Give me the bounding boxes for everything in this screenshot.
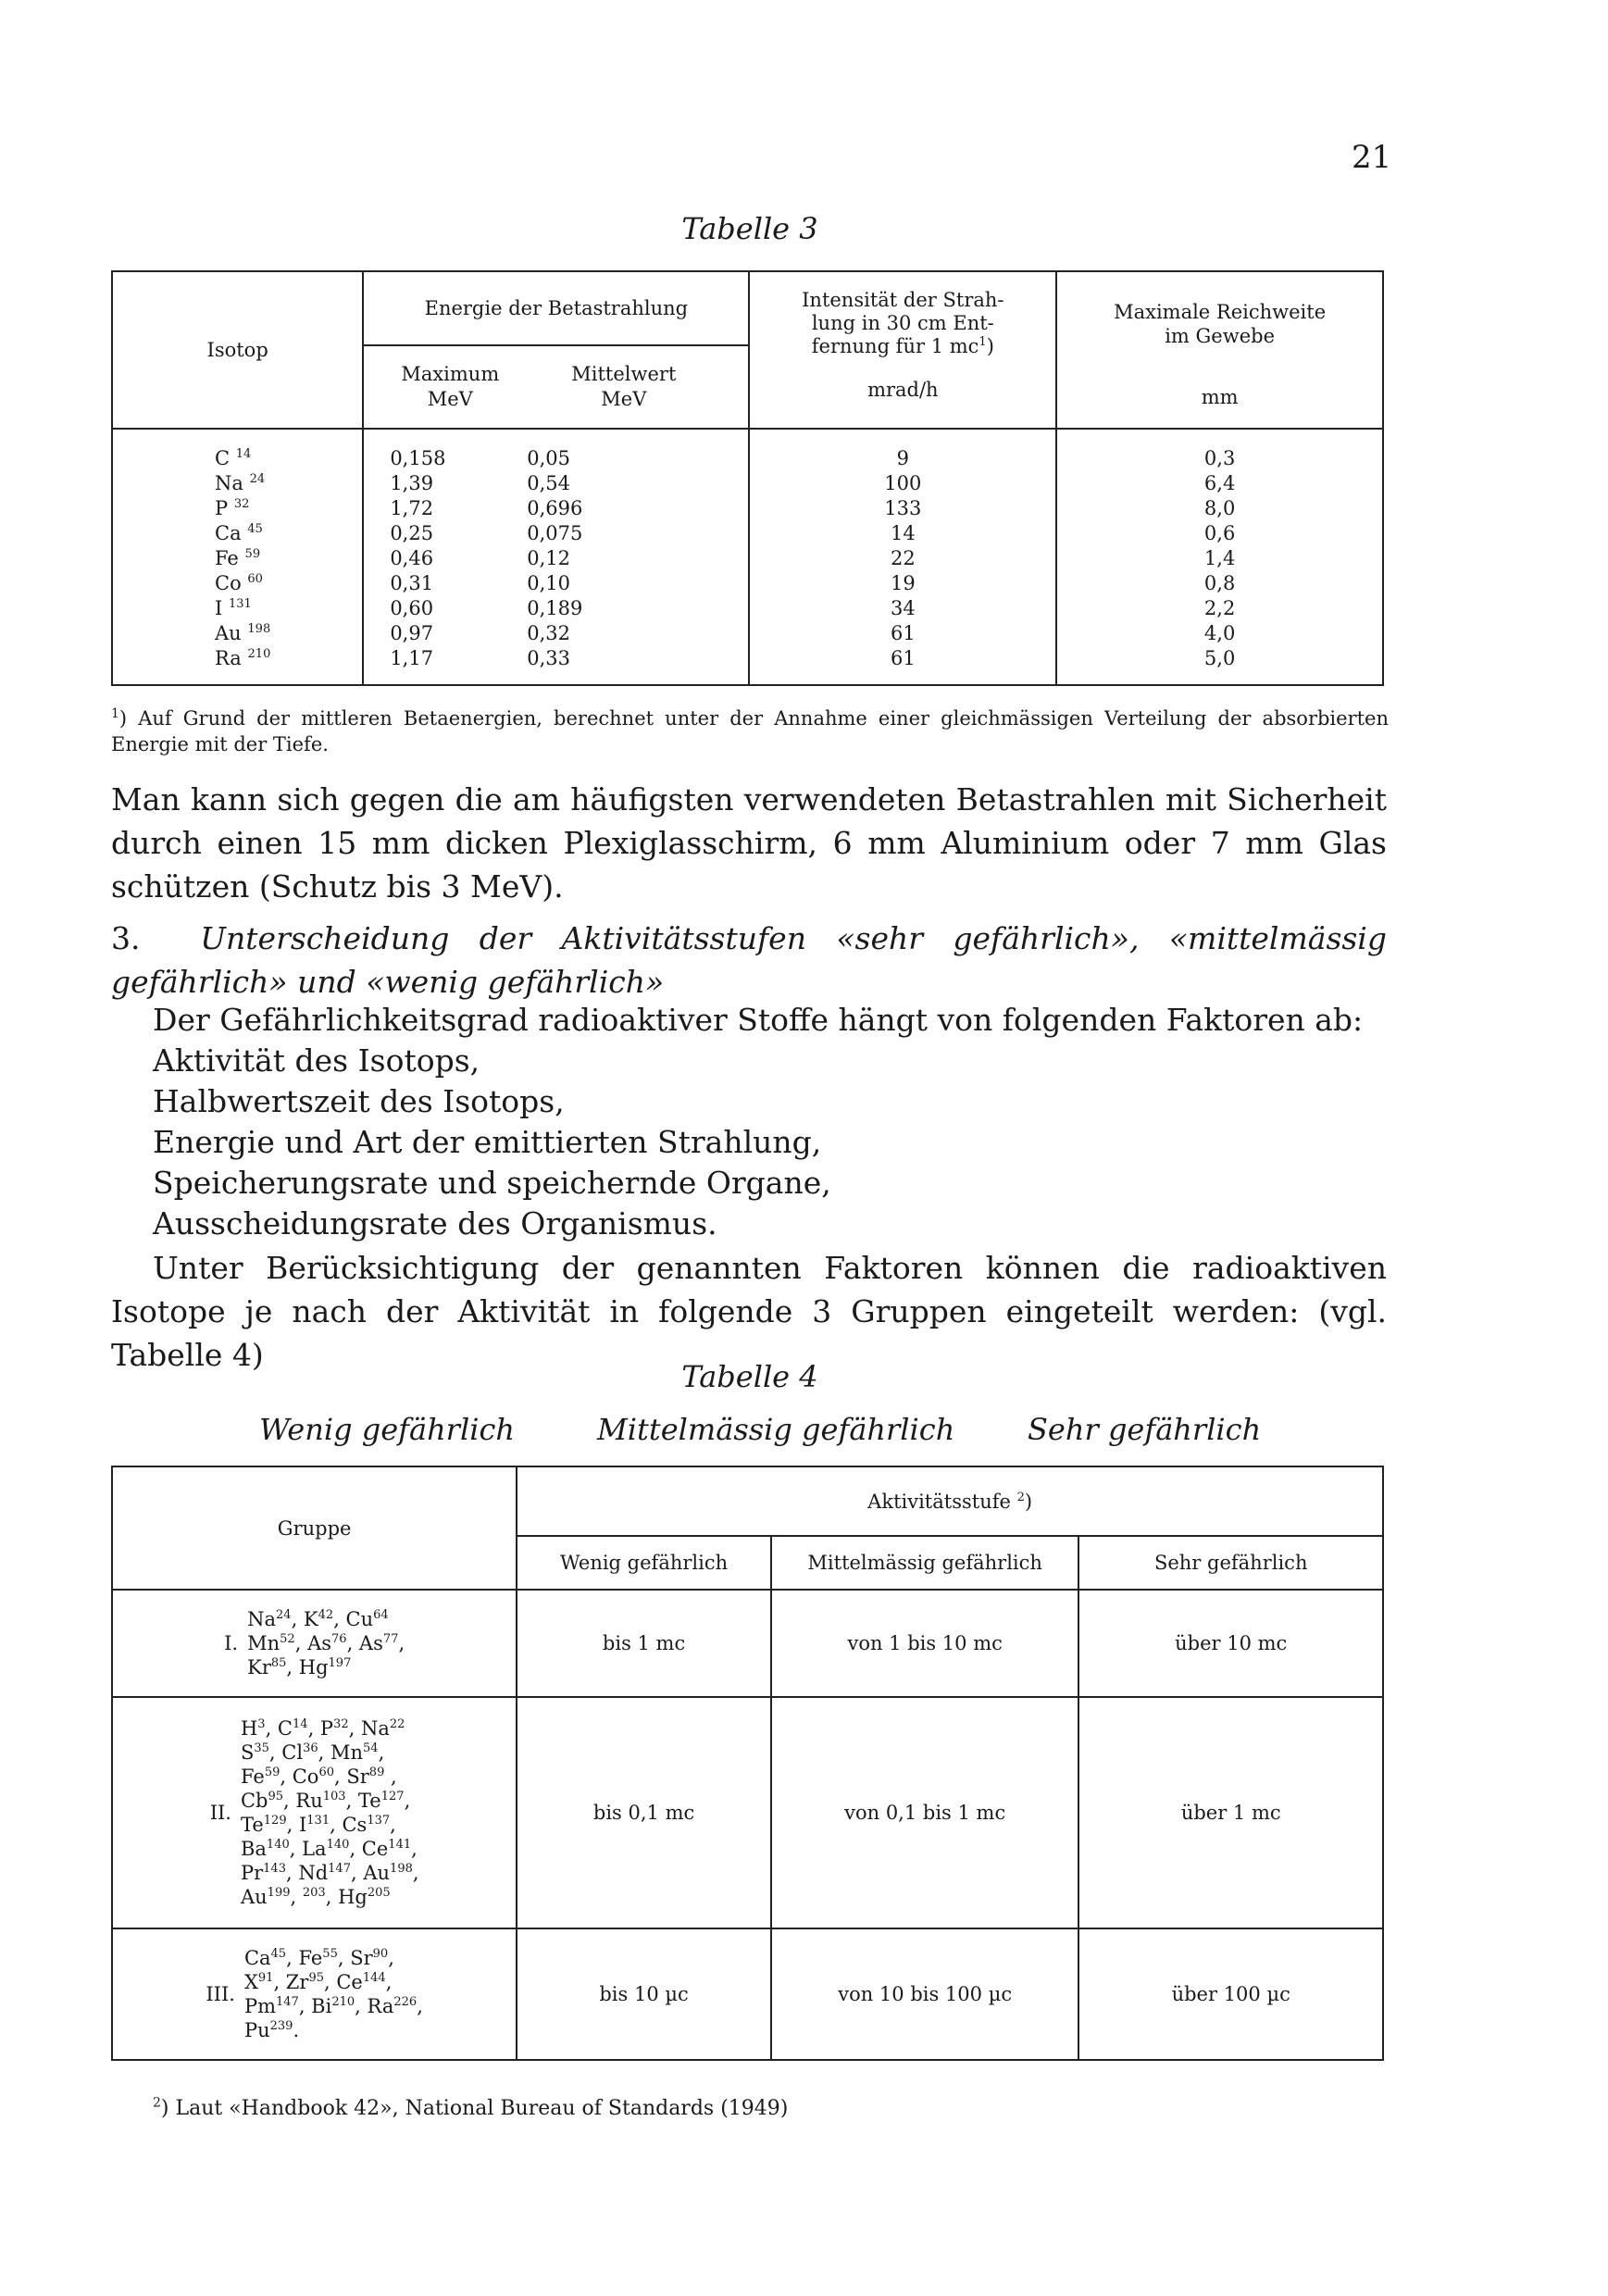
list-item: Speicherungsrate und speichernde Organe, [153, 1165, 831, 1201]
group-row [112, 1590, 1383, 1697]
isotope-cell: Co $^{60}$ [215, 572, 263, 594]
value-sehr: über 10 mc [1078, 1590, 1383, 1697]
value-mittel: von 1 bis 10 mc [771, 1590, 1079, 1697]
maximum-column [390, 446, 499, 671]
reichweite-cell: 1,4 [1203, 547, 1236, 569]
mittelwert-cell: 0,10 [527, 572, 571, 594]
table3-footnote: $^1$) Auf Grund der mittleren Betaenergien, berechnet unter der Annahme einer gleichmässigen Verteilung der absorbierten Energie mit der Tiefe. [111, 706, 1389, 755]
head-mittel: Mittelmässig gefährlich [597, 1412, 955, 1447]
table4-title: Tabelle 4 [681, 1359, 818, 1394]
isotope-cell: Na $^{24}$ [215, 472, 266, 494]
mittelwert-cell: 0,696 [527, 497, 583, 519]
value-wenig: bis 10 µc [517, 1928, 771, 2060]
maximum-cell: 0,97 [390, 622, 434, 644]
paragraph-protection: Man kann sich gegen die am häufigsten verwendeten Betastrahlen mit Sicherheit durch einen 15 mm dicken Plexiglasschirm, 6 mm Aluminium oder 7 mm Glas schützen (Schutz bis 3 MeV). [111, 781, 1387, 905]
isotope-cell: C $^{14}$ [215, 447, 252, 469]
intensitaet-cell: 61 [890, 622, 916, 644]
table4-footnote: $^2$) Laut «Handbook 42», National Bureau of Standards (1949) [153, 2095, 789, 2120]
isotope-line: Fe$^{59}$, Co$^{60}$, Sr$^{89}$ , [240, 1766, 397, 1788]
maximum-cell: 0,158 [390, 447, 446, 469]
table3 [111, 270, 1384, 686]
list-item: Halbwertszeit des Isotops, [153, 1083, 565, 1119]
intensitaet-cell: 19 [890, 572, 916, 594]
maximum-cell: 1,17 [390, 647, 434, 669]
reichweite-cell: 0,8 [1203, 572, 1236, 594]
intensitaet-cell: 9 [896, 447, 909, 469]
head-sehr: Sehr gefährlich [1028, 1412, 1262, 1447]
maximum-cell: 0,31 [390, 572, 434, 594]
isotope-line: Pr$^{143}$, Nd$^{147}$, Au$^{198}$, [240, 1862, 419, 1884]
isotope-cell: Ca $^{45}$ [215, 522, 263, 544]
isotope-cell: Fe $^{59}$ [215, 547, 261, 569]
col-maximum: Maximum MeV [363, 345, 499, 429]
isotope-column [215, 446, 362, 671]
isotope-cell: Au $^{198}$ [215, 622, 271, 644]
intensitaet-cell: 22 [890, 547, 916, 569]
reichweite-cell: 0,6 [1203, 522, 1236, 544]
intro-sentence: Der Gefährlichkeitsgrad radioaktiver Stoffe hängt von folgenden Faktoren ab: [153, 1002, 1364, 1038]
isotope-line: $H^3$, $C^{14}$, $P^{32}$, Na$^{22}$ [240, 1717, 405, 1740]
mittelwert-cell: 0,32 [527, 622, 571, 644]
mittelwert-cell: 0,05 [527, 447, 571, 469]
value-wenig: bis 0,1 mc [517, 1697, 771, 1928]
isotope-line: Ca$^{45}$, Fe$^{55}$, Sr$^{90}$, [243, 1947, 394, 1969]
col-mittelwert: Mittelwert MeV [499, 345, 749, 429]
col-reichweite: Maximale Reichweite im Gewebe mm [1056, 271, 1383, 429]
mittelwert-cell: 0,12 [527, 547, 571, 569]
isotope-line: Au$^{199}$, $^{203}$, Hg$^{205}$ [240, 1886, 391, 1908]
isotope-cell: P $^{32}$ [215, 497, 250, 519]
group-isotopes [113, 1716, 516, 1909]
head-wenig: Wenig gefährlich [259, 1412, 515, 1447]
intensitaet-cell: 133 [884, 497, 922, 519]
isotope-line: Pu$^{239}$. [243, 2019, 300, 2041]
list-item: Aktivität des Isotops, [153, 1042, 480, 1079]
group-number: I. [224, 1632, 239, 1654]
table3-title: Tabelle 3 [681, 211, 818, 246]
col-intensitaet: Intensität der Strah- lung in 30 cm Ent- fernung für 1 $mc^1$) mrad/h [749, 271, 1056, 429]
maximum-cell: 0,46 [390, 547, 434, 569]
maximum-cell: 0,60 [390, 597, 434, 619]
reichweite-cell: 4,0 [1203, 622, 1236, 644]
isotope-cell: I $^{131}$ [215, 597, 252, 619]
col-isotop: Isotop [112, 271, 363, 429]
intensitaet-cell: 61 [890, 647, 916, 669]
mittelwert-cell: 0,33 [527, 647, 571, 669]
sub-mittel: Mittelmässig gefährlich [771, 1536, 1079, 1590]
factors-list [153, 1000, 1387, 1244]
reichweite-cell: 0,3 [1203, 447, 1236, 469]
group-row [112, 1697, 1383, 1928]
isotope-line: Na$^{24}$, $K^{42}$, Cu$^{64}$ [247, 1608, 389, 1630]
group-row [112, 1928, 1383, 2060]
sub-sehr: Sehr gefährlich [1078, 1536, 1383, 1590]
isotope-line: Ba$^{140}$, La$^{140}$, Ce$^{141}$, [240, 1838, 418, 1860]
group-isotopes [113, 1946, 516, 2042]
reichweite-cell: 5,0 [1203, 647, 1236, 669]
paragraph-groups: Unter Berücksichtigung der genannten Faktoren können die radioaktiven Isotope je nach der Aktivität in folgende 3 Gruppen eingeteilt werden: (vgl. Tabelle 4) [111, 1250, 1387, 1373]
page-number: 21 [1352, 139, 1392, 176]
list-item: Ausscheidungsrate des Organismus. [153, 1205, 717, 1242]
group-number: II. [209, 1802, 231, 1824]
value-wenig: bis 1 mc [517, 1590, 771, 1697]
value-sehr: über 1 mc [1078, 1697, 1383, 1928]
mittelwert-cell: 0,075 [527, 522, 583, 544]
isotope-line: $X^{91}$, Zr$^{95}$, Ce$^{144}$, [243, 1971, 393, 1993]
value-mittel: von 0,1 bis 1 mc [771, 1697, 1079, 1928]
maximum-cell: 1,39 [390, 472, 434, 494]
col-gruppe: Gruppe [112, 1466, 517, 1590]
mittelwert-cell: 0,189 [527, 597, 583, 619]
mittelwert-column [527, 446, 748, 671]
isotope-line: Pm$^{147}$, Bi$^{210}$, Ra$^{226}$, [243, 1995, 423, 2017]
reichweite-cell: 8,0 [1203, 497, 1236, 519]
reichweite-column [1057, 446, 1382, 671]
intensitaet-cell: 100 [884, 472, 922, 494]
mittelwert-cell: 0,54 [527, 472, 571, 494]
maximum-cell: 1,72 [390, 497, 434, 519]
isotope-cell: Ra $^{210}$ [215, 647, 271, 669]
reichweite-cell: 2,2 [1203, 597, 1236, 619]
intensitaet-cell: 14 [890, 522, 916, 544]
reichweite-cell: 6,4 [1203, 472, 1236, 494]
isotope-line: Te$^{129}$, $I^{131}$, Cs$^{137}$, [240, 1814, 396, 1836]
sub-wenig: Wenig gefährlich [517, 1536, 771, 1590]
intensitaet-cell: 34 [890, 597, 916, 619]
maximum-cell: 0,25 [390, 522, 434, 544]
intensitaet-column [750, 446, 1055, 671]
col-energie: Energie der Betastrahlung [363, 271, 749, 345]
table4 [111, 1466, 1384, 2061]
value-sehr: über 100 µc [1171, 1983, 1290, 2005]
list-item: Energie und Art der emittierten Strahlung, [153, 1124, 822, 1160]
isotope-line: $S^{35}$, Cl$^{36}$, Mn$^{54}$, [240, 1741, 385, 1764]
isotope-line: Mn$^{52}$, As$^{76}$, As$^{77}$, [247, 1632, 405, 1654]
isotope-line: Cb$^{95}$, Ru$^{103}$, Te$^{127}$, [240, 1790, 411, 1812]
group-isotopes [113, 1607, 516, 1679]
value-mittel: von 10 bis 100 µc [771, 1928, 1079, 2060]
col-aktivitaet: Aktivitätsstufe $^2$) [517, 1466, 1383, 1536]
isotope-line: Kr$^{85}$, Hg$^{197}$ [247, 1656, 352, 1678]
section-heading: 3. Unterscheidung der Aktivitätsstufen «sehr gefährlich», «mittelmässig gefährlich» und «wenig gefährlich» [111, 920, 1387, 1000]
group-number: III. [206, 1983, 235, 2005]
